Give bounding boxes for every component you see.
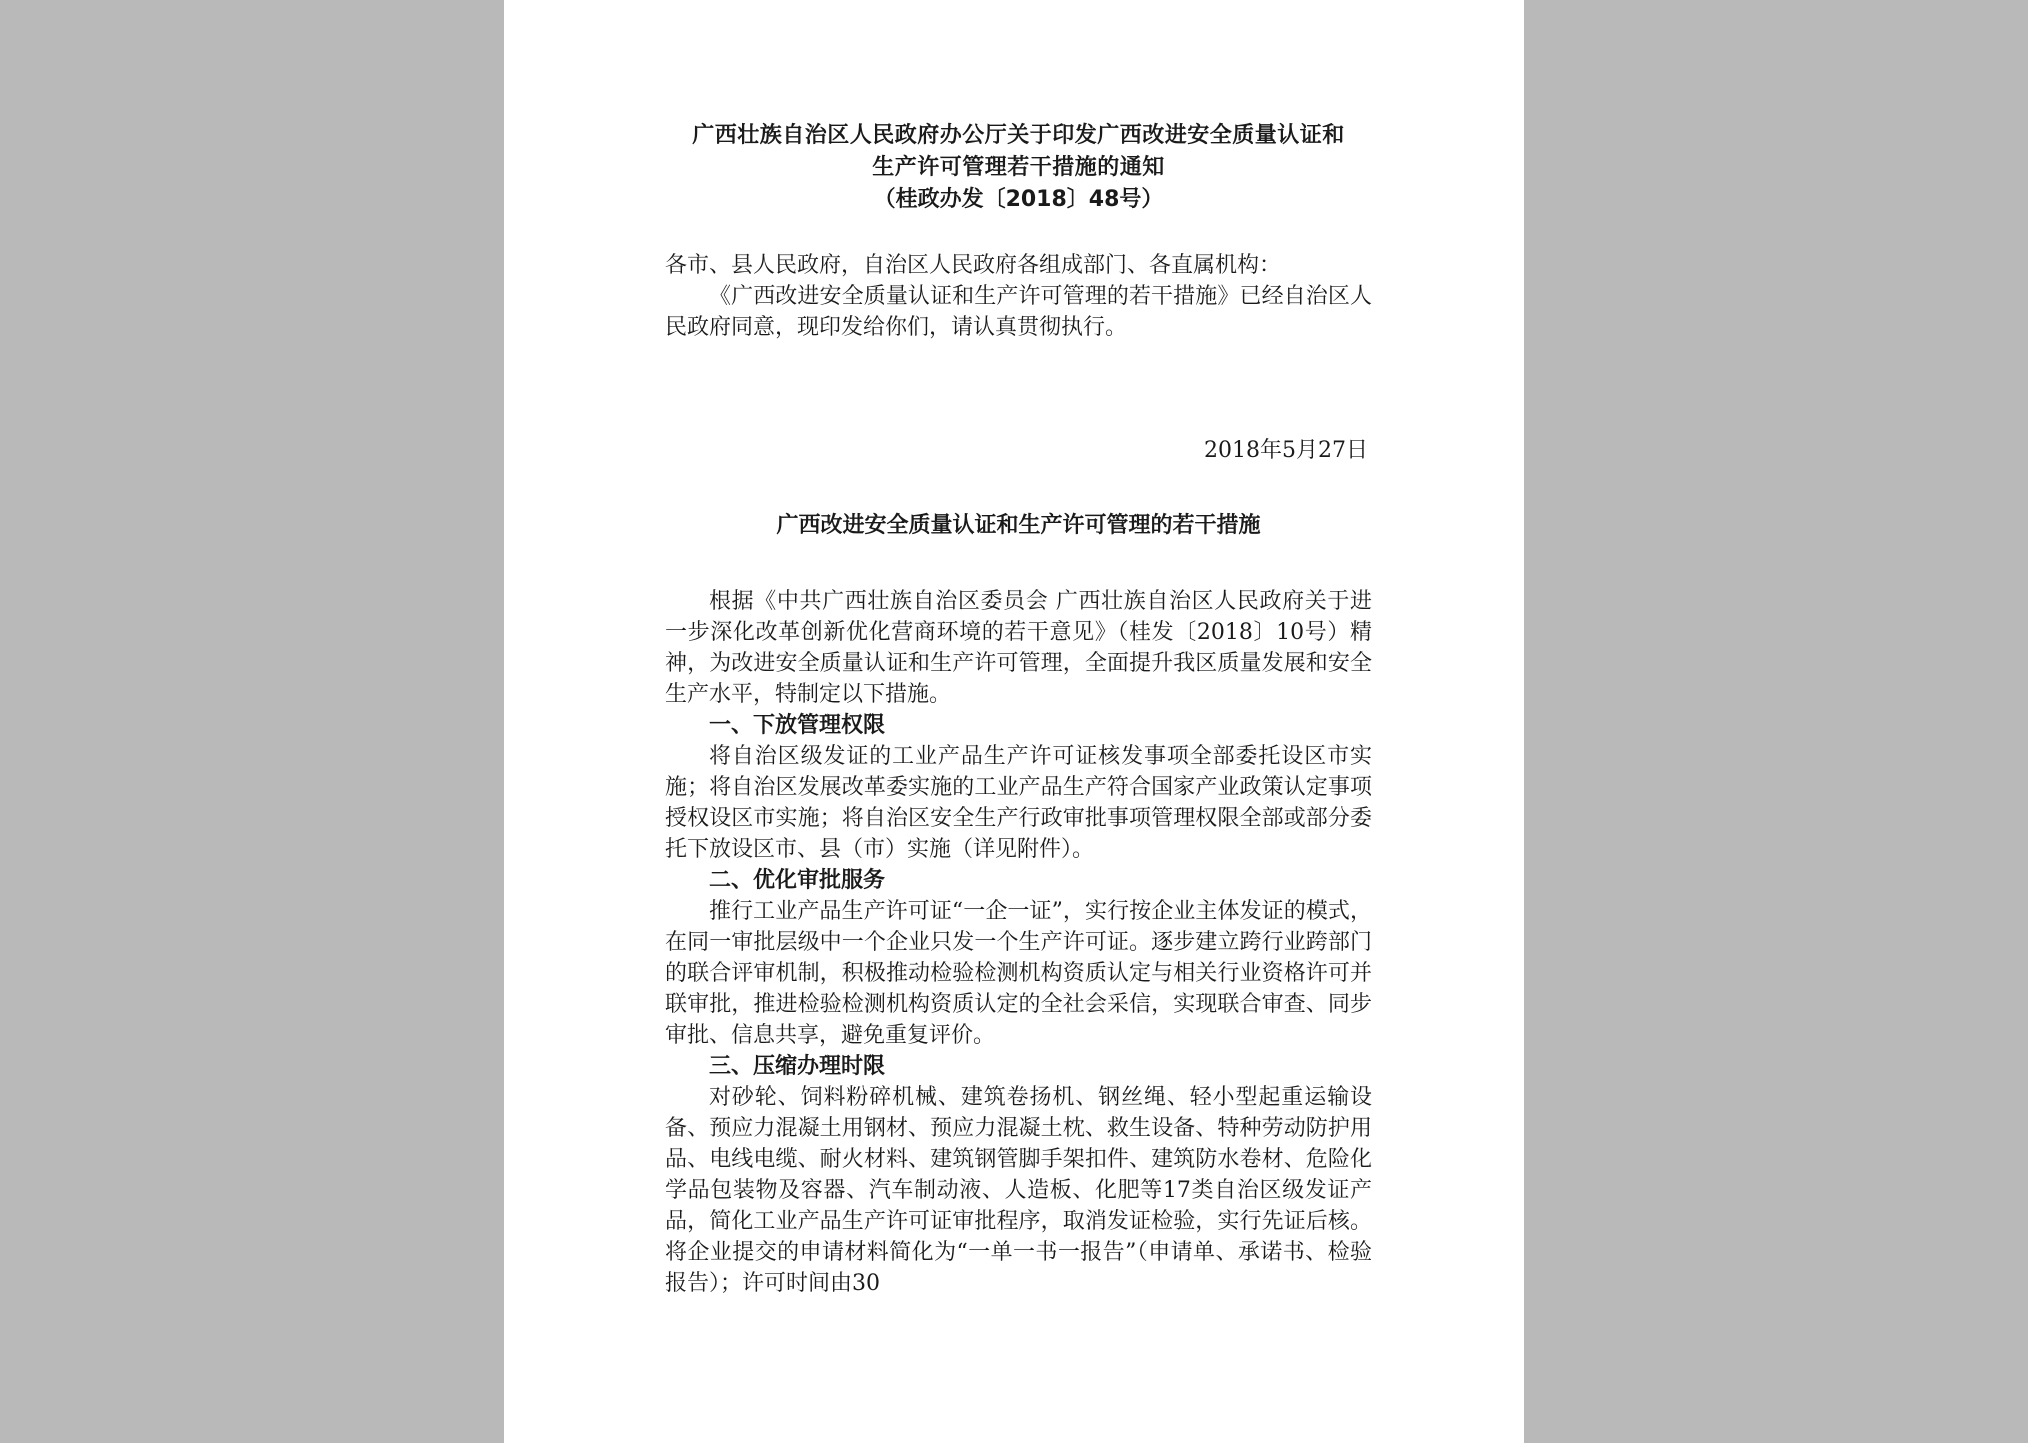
document-page: [504, 0, 1524, 1443]
section-text: 对砂轮、饲料粉碎机械、建筑卷扬机、钢丝绳、轻小型起重运输设备、预应力混凝土用钢材、预应力混凝土枕、救生设备、特种劳动防护用品、电线电缆、耐火材料、建筑钢管脚手架扣件、建筑防水卷材、危险化学品包装物及容器、汽车制动液、人造板、化肥等17类自治区级发证产品，简化工业产品生产许可证审批程序，取消发证检验，实行先证后核。将企业提交的申请材料简化为“一单一书一报告”（申请单、承诺书、检验报告）；许可时间由30: [665, 1085, 1372, 1296]
section-text: 将自治区级发证的工业产品生产许可证核发事项全部委托设区市实施；将自治区发展改革委实施的工业产品生产符合国家产业政策认定事项授权设区市实施；将自治区安全生产行政审批事项管理权限全部或部分委托下放设区市、县（市）实施（详见附件）。: [665, 744, 1372, 862]
document-number: （桂政办发〔2018〕48号）: [873, 187, 1164, 212]
page-content: [665, 120, 1372, 1299]
section-3: [665, 1051, 1372, 1299]
section-heading: 一、下放管理权限: [709, 713, 886, 738]
notice-title: [665, 120, 1372, 184]
measures-title: 广西改进安全质量认证和生产许可管理的若干措施: [776, 513, 1261, 538]
section-heading: 三、压缩办理时限: [709, 1054, 886, 1079]
intro-paragraph: 根据《中共广西壮族自治区委员会 广西壮族自治区人民政府关于进一步深化改革创新优化营商环境的若干意见》（桂发〔2018〕10号）精神，为改进安全质量认证和生产许可管理，全面提升我区质量发展和安全生产水平，特制定以下措施。: [665, 589, 1372, 707]
section-1: [665, 710, 1372, 865]
addressee-line: 各市、县人民政府，自治区人民政府各组成部门、各直属机构：: [665, 253, 1282, 278]
notice-body: 《广西改进安全质量认证和生产许可管理的若干措施》已经自治区人民政府同意，现印发给你们，请认真贯彻执行。: [665, 284, 1372, 340]
section-text: 推行工业产品生产许可证“一企一证”，实行按企业主体发证的模式，在同一审批层级中一个企业只发一个生产许可证。逐步建立跨行业跨部门的联合评审机制，积极推动检验检测机构资质认定与相关行业资格许可并联审批，推进检验检测机构资质认定的全社会采信，实现联合审查、同步审批、信息共享，避免重复评价。: [665, 899, 1372, 1048]
section-heading: 二、优化审批服务: [709, 868, 886, 893]
notice-title-line-1: 广西壮族自治区人民政府办公厅关于印发广西改进安全质量认证和: [692, 123, 1345, 148]
notice-title-line-2: 生产许可管理若干措施的通知: [872, 155, 1165, 180]
section-2: [665, 865, 1372, 1051]
issue-date: 2018年5月27日: [1204, 438, 1368, 463]
